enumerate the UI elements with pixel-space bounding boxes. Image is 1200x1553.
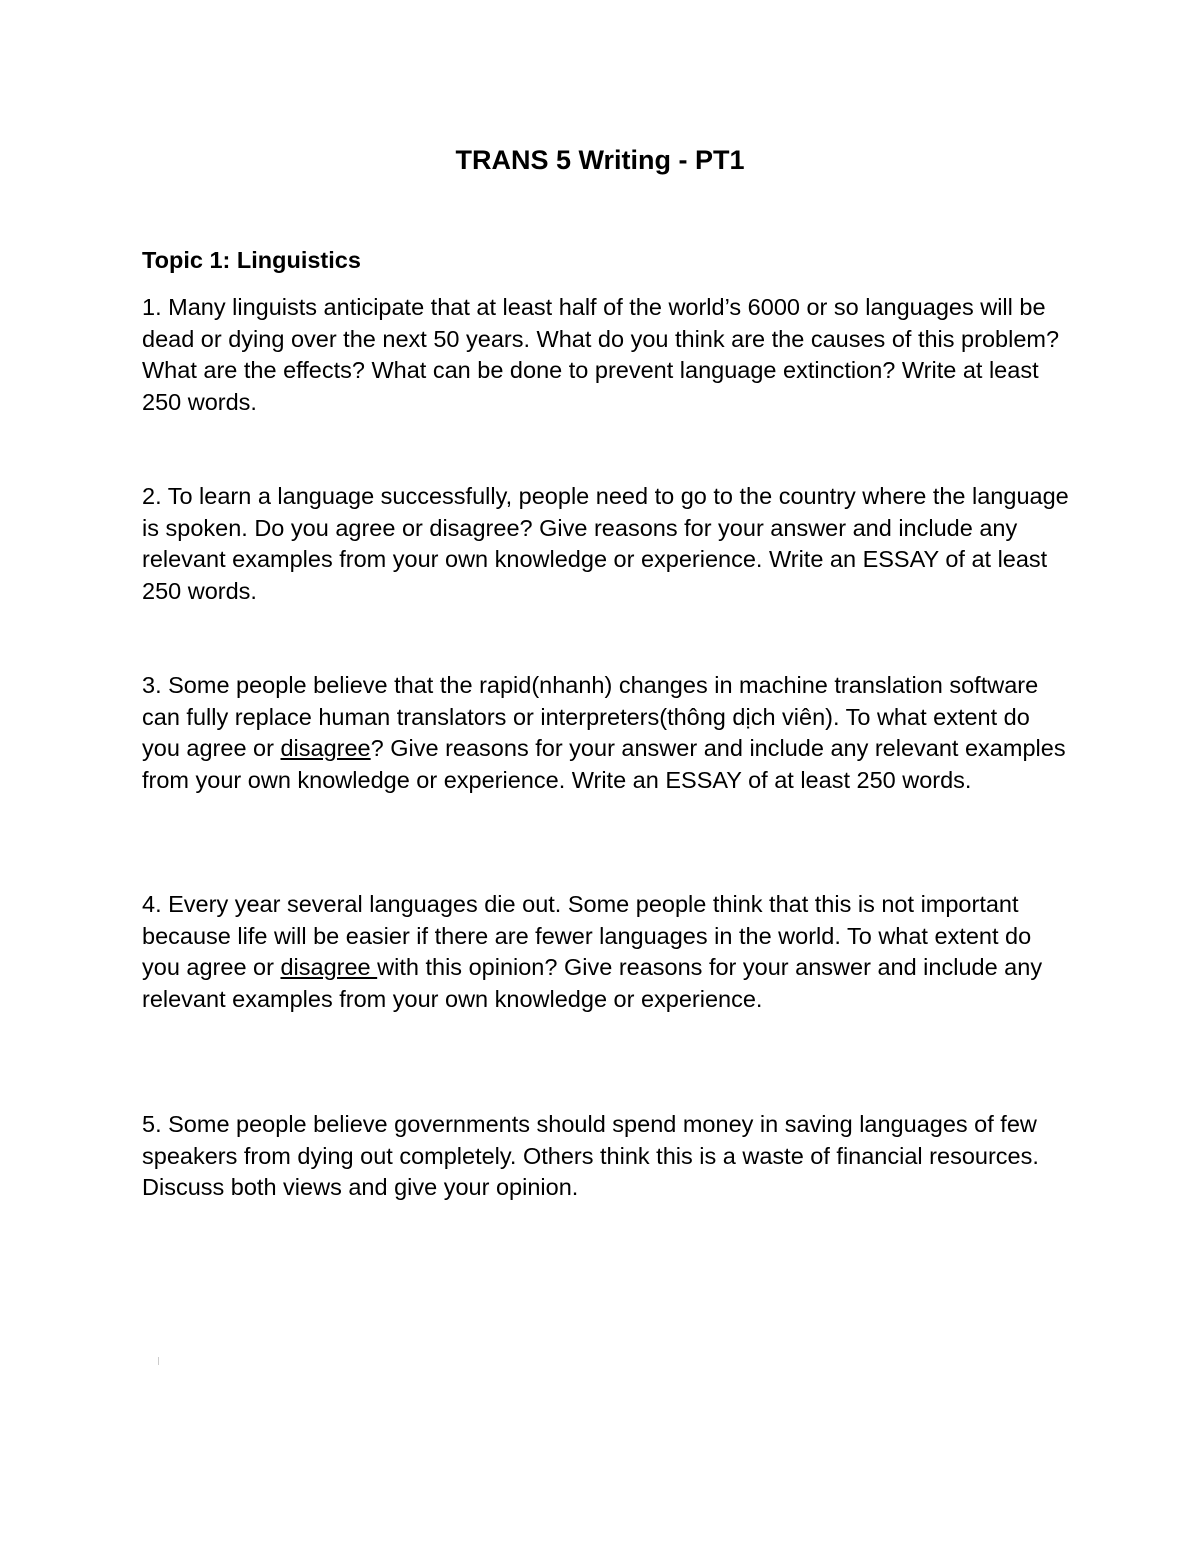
question-4 [142,889,1072,1015]
question-3-underlined-word: disagree [280,735,371,761]
question-1: 1. Many linguists anticipate that at least half of the world’s 6000 or so languages will be dead or dying over the next 50 years. What do you think are the causes of this problem? What are the effects? What can be done to prevent language extinction? Write at least 250 words. [142,294,1060,415]
topic-heading: Topic 1: Linguistics [142,247,361,273]
question-5: 5. Some people believe governments should spend money in saving languages of few speakers from dying out completely. Others think this is a waste of financial resources. Discuss both views and give your opinion. [142,1111,1039,1200]
question-4-text-before: 4. Every year several languages die out. Some people think that this is not important because life will be easier if there are fewer languages in the world. To what extent do you agree or [142,891,1032,980]
question-3-text-before: 3. Some people believe that the rapid(nhanh) changes in machine translation software can fully replace human translators or interpreters(thông dịch viên). To what extent do you agree or [142,672,1039,761]
question-3-text-after: ? Give reasons for your answer and include any relevant examples from your own knowledge or experience. Write an ESSAY of at least 250 words. [142,735,1066,793]
page-title: TRANS 5 Writing - PT1 [455,145,745,175]
question-4-underlined-word: disagree [280,954,378,980]
question-3 [142,670,1072,796]
question-4-text-after: with this opinion? Give reasons for your answer and include any relevant examples from your own knowledge or experience. [142,954,1043,1012]
question-2: 2. To learn a language successfully, people need to go to the country where the language is spoken. Do you agree or disagree? Give reasons for your answer and include any relevant examples from your own knowledge or experience. Write an ESSAY of at least 250 words. [142,483,1069,604]
stray-mark [158,1357,159,1365]
